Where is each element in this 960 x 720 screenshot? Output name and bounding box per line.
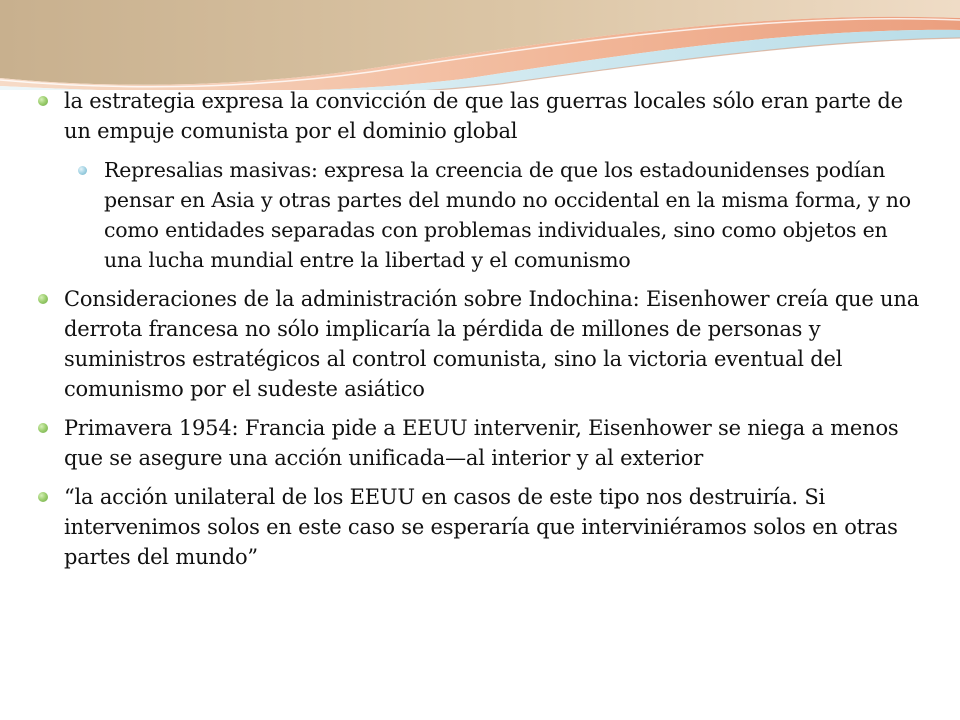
bullet-cita-accion-unilateral: “la acción unilateral de los EEUU en casos de este tipo nos destruiría. Si intervenimos solos en este caso se esperaría que interviniéramos solos en otras partes del mundo” [36, 482, 926, 572]
slide-body [36, 86, 926, 581]
header-swoosh-decoration [0, 0, 960, 90]
bullet-primavera-1954: Primavera 1954: Francia pide a EEUU intervenir, Eisenhower se niega a menos que se asegure una acción unificada—al interior y al exterior [36, 413, 926, 473]
bullet-estrategia: la estrategia expresa la convicción de que las guerras locales sólo eran parte de un empuje comunista por el dominio global [36, 86, 926, 146]
bullet-represalias-masivas: Represalias masivas: expresa la creencia de que los estadounidenses podían pensar en Asia y otras partes del mundo no occidental en la misma forma, y no como entidades separadas con problemas individuales, sino como objetos en una lucha mundial entre la libertad y el comunismo [76, 155, 926, 275]
bullet-consideraciones-indochina: Consideraciones de la administración sobre Indochina: Eisenhower creía que una derrota francesa no sólo implicaría la pérdida de millones de personas y suministros estratégicos al control comunista, sino la victoria eventual del comunismo por el sudeste asiático [36, 284, 926, 404]
